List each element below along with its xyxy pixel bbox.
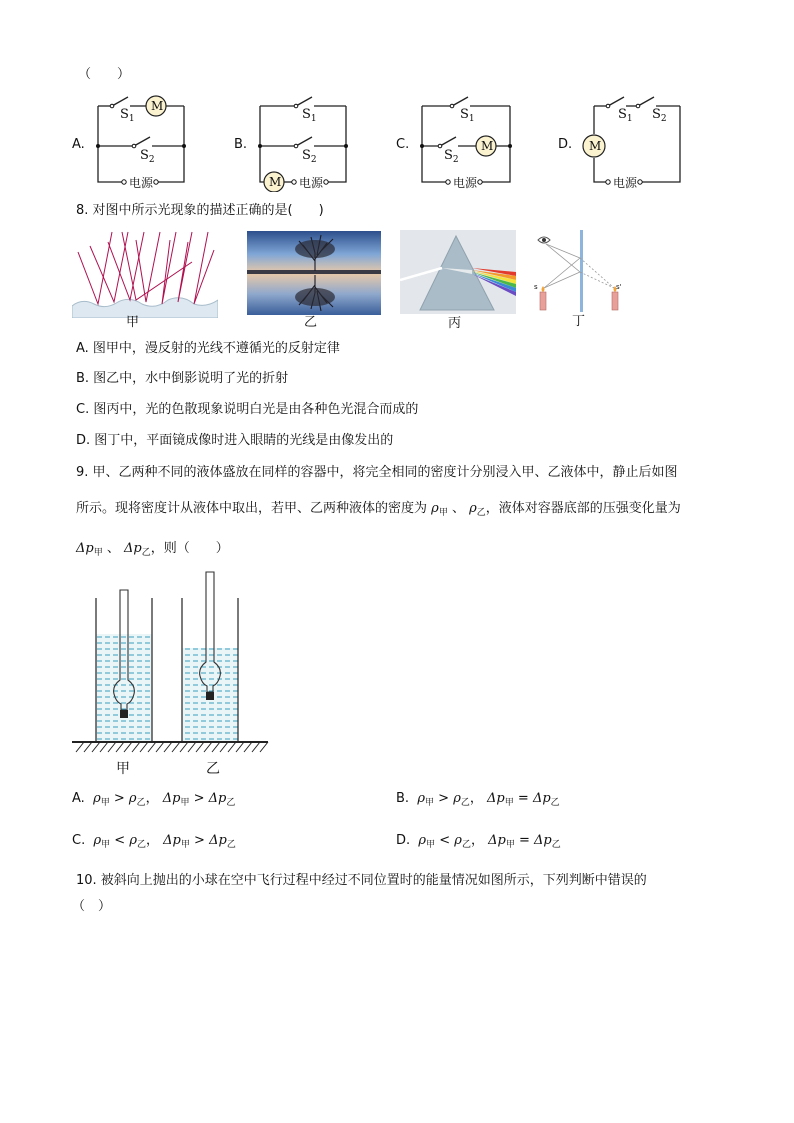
q8-option-a: A. 图甲中，漫反射的光线不遵循光的反射定律: [76, 341, 340, 356]
option-letter: C.: [396, 137, 410, 152]
q7-answer-paren: （ ）: [78, 67, 131, 82]
figure-label-jia: 甲: [116, 761, 130, 777]
switch-s1-label: $S_1$: [120, 107, 135, 124]
figure-plane-mirror: [530, 228, 630, 332]
motor-label: M: [269, 175, 282, 189]
circuit-diagram-b: [234, 94, 354, 192]
circuit-option-b: [234, 94, 354, 192]
circuit-option-d: [558, 94, 688, 192]
power-source-label: 电源: [129, 176, 154, 190]
motor-label: M: [481, 139, 494, 153]
q9-stem-line1: 9. 甲、乙两种不同的液体盛放在同样的容器中，将完全相同的密度计分别浸入甲、乙液体中，静止后如图: [76, 465, 678, 480]
figure-label-ding: 丁: [572, 314, 586, 329]
plane-mirror-diagram: [530, 228, 630, 314]
circuit-option-a: [72, 94, 192, 192]
option-letter: B.: [234, 137, 248, 152]
q8-option-b: B. 图乙中，水中倒影说明了光的折射: [76, 371, 289, 386]
q9-option-d: D. $\rho_甲 < \rho_乙$， $\Delta p_甲 = \Delta p_乙$: [396, 833, 561, 850]
q9-option-a: A. $\rho_甲 > \rho_乙$， $\Delta p_甲 > \Delta p_乙$: [72, 791, 236, 808]
switch-s2-label: $S_2$: [652, 107, 667, 124]
q9-option-c: C. $\rho_甲 < \rho_乙$， $\Delta p_甲 > \Delta p_乙$: [72, 833, 236, 850]
switch-s1-label: $S_1$: [302, 107, 317, 124]
switch-s1-label: $S_1$: [460, 107, 475, 124]
figure-label-yi: 乙: [206, 761, 220, 777]
switch-s2-label: $S_2$: [302, 148, 317, 165]
motor-label: M: [589, 139, 602, 153]
q10-stem: 10. 被斜向上抛出的小球在空中飞行过程中经过不同位置时的能量情况如图所示，下列判断中错误的: [76, 873, 647, 888]
image-label: s': [616, 283, 622, 291]
q9-stem-line3: $\Delta p_甲$ 、 $\Delta p_乙$，则（ ）: [76, 541, 229, 558]
figure-water-reflection-photo: [247, 231, 381, 330]
power-source-label: 电源: [613, 176, 638, 190]
switch-s2-label: $S_2$: [140, 148, 155, 165]
q9-stem-line2: 所示。现将密度计从液体中取出，若甲、乙两种液体的密度为 $\rho_甲$ 、 $\rho_乙$，液体对容器底部的压强变化量为: [76, 501, 681, 518]
option-letter: D.: [558, 137, 573, 152]
switch-s1-label: $S_1$: [618, 107, 633, 124]
power-source-label: 电源: [299, 176, 324, 190]
q8-option-c: C. 图丙中，光的色散现象说明白光是由各种色光混合而成的: [76, 402, 419, 417]
figure-label-yi: 乙: [304, 315, 318, 330]
figure-label-bing: 丙: [448, 316, 462, 331]
motor-label: M: [151, 99, 164, 113]
hydrometer-diagram: [72, 568, 272, 758]
prism-dispersion-diagram: [400, 230, 516, 314]
q8-option-d: D. 图丁中，平面镜成像时进入眼睛的光线是由像发出的: [76, 433, 394, 448]
q9-option-b: B. $\rho_甲 > \rho_乙$， $\Delta p_甲 = \Delta p_乙$: [396, 791, 560, 808]
q8-stem: 8. 对图中所示光现象的描述正确的是( ): [76, 203, 324, 218]
option-letter: A.: [72, 137, 85, 152]
object-label: s: [534, 283, 538, 291]
figure-label-jia: 甲: [126, 315, 140, 330]
diffuse-reflection-diagram: [72, 228, 218, 318]
water-reflection-photo: [247, 231, 381, 315]
figure-diffuse-reflection: [72, 228, 218, 330]
circuit-option-c: [396, 94, 516, 192]
switch-s2-label: $S_2$: [444, 148, 459, 165]
figure-prism-dispersion: [400, 230, 516, 332]
figure-hydrometers: [72, 568, 272, 778]
q10-answer-paren: （ ）: [72, 899, 112, 914]
power-source-label: 电源: [453, 176, 478, 190]
